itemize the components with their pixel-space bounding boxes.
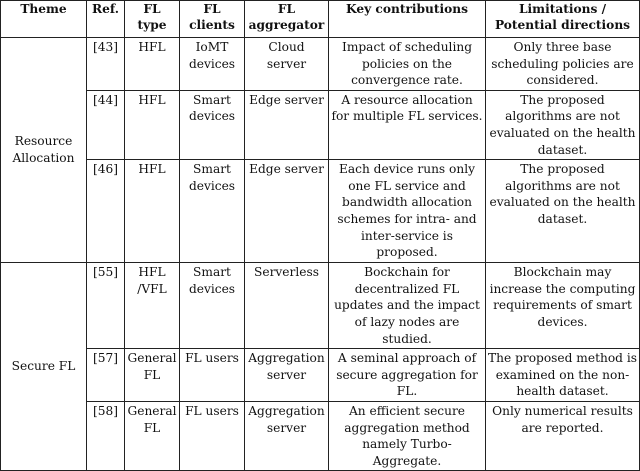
limitations-cell: Only three base scheduling policies are considered.: [486, 38, 640, 91]
header-fl-aggregator: FL aggregator: [245, 1, 329, 38]
header-theme: Theme: [1, 1, 87, 38]
contributions-cell: Bockchain for decentralized FL updates and the impact of lazy nodes are studied.: [329, 263, 486, 349]
header-key-contributions: Key contributions: [329, 1, 486, 38]
table-row: [1, 38, 640, 91]
theme-cell-secure-fl: Secure FL: [1, 263, 87, 471]
ref-cell: [55]: [87, 263, 125, 349]
header-ref: Ref.: [87, 1, 125, 38]
table-row: [1, 90, 640, 159]
theme-cell-resource-allocation: Resource Allocation: [1, 38, 87, 263]
fl-clients-cell: FL users: [180, 349, 245, 402]
fl-clients-cell: Smart devices: [180, 160, 245, 263]
contributions-cell: Each device runs only one FL service and bandwidth allocation schemes for intra- and inter-service is proposed.: [329, 160, 486, 263]
fl-clients-cell: Smart devices: [180, 263, 245, 349]
ref-cell: [57]: [87, 349, 125, 402]
fl-aggregator-cell: Serverless: [245, 263, 329, 349]
fl-clients-cell: IoMT devices: [180, 38, 245, 91]
fl-aggregator-cell: Aggregation server: [245, 349, 329, 402]
fl-type-cell: HFL: [125, 90, 180, 159]
header-fl-type: FL type: [125, 1, 180, 38]
ref-cell: [44]: [87, 90, 125, 159]
fl-aggregator-cell: Edge server: [245, 160, 329, 263]
fl-aggregator-cell: Cloud server: [245, 38, 329, 91]
fl-type-cell: HFL: [125, 160, 180, 263]
fl-type-cell: General FL: [125, 349, 180, 402]
fl-clients-cell: Smart devices: [180, 90, 245, 159]
table-row: [1, 349, 640, 402]
limitations-cell: The proposed method is examined on the non-health dataset.: [486, 349, 640, 402]
limitations-cell: Blockchain may increase the computing requirements of smart devices.: [486, 263, 640, 349]
table-row: [1, 160, 640, 263]
fl-aggregator-cell: Edge server: [245, 90, 329, 159]
table-row: [1, 263, 640, 349]
contributions-cell: An efficient secure aggregation method namely Turbo-Aggregate.: [329, 401, 486, 470]
fl-type-cell: HFL: [125, 38, 180, 91]
limitations-cell: Only numerical results are reported.: [486, 401, 640, 470]
fl-aggregator-cell: Aggregation server: [245, 401, 329, 470]
fl-type-cell: General FL: [125, 401, 180, 470]
fl-clients-cell: FL users: [180, 401, 245, 470]
table-row: [1, 401, 640, 470]
header-fl-clients: FL clients: [180, 1, 245, 38]
header-row: [1, 1, 640, 38]
contributions-cell: Impact of scheduling policies on the convergence rate.: [329, 38, 486, 91]
ref-cell: [46]: [87, 160, 125, 263]
contributions-cell: A resource allocation for multiple FL services.: [329, 90, 486, 159]
header-limitations: Limitations / Potential directions: [486, 1, 640, 38]
fl-type-cell: HFL /VFL: [125, 263, 180, 349]
contributions-cell: A seminal approach of secure aggregation for FL.: [329, 349, 486, 402]
ref-cell: [58]: [87, 401, 125, 470]
limitations-cell: The proposed algorithms are not evaluated on the health dataset.: [486, 160, 640, 263]
limitations-cell: The proposed algorithms are not evaluated on the health dataset.: [486, 90, 640, 159]
ref-cell: [43]: [87, 38, 125, 91]
